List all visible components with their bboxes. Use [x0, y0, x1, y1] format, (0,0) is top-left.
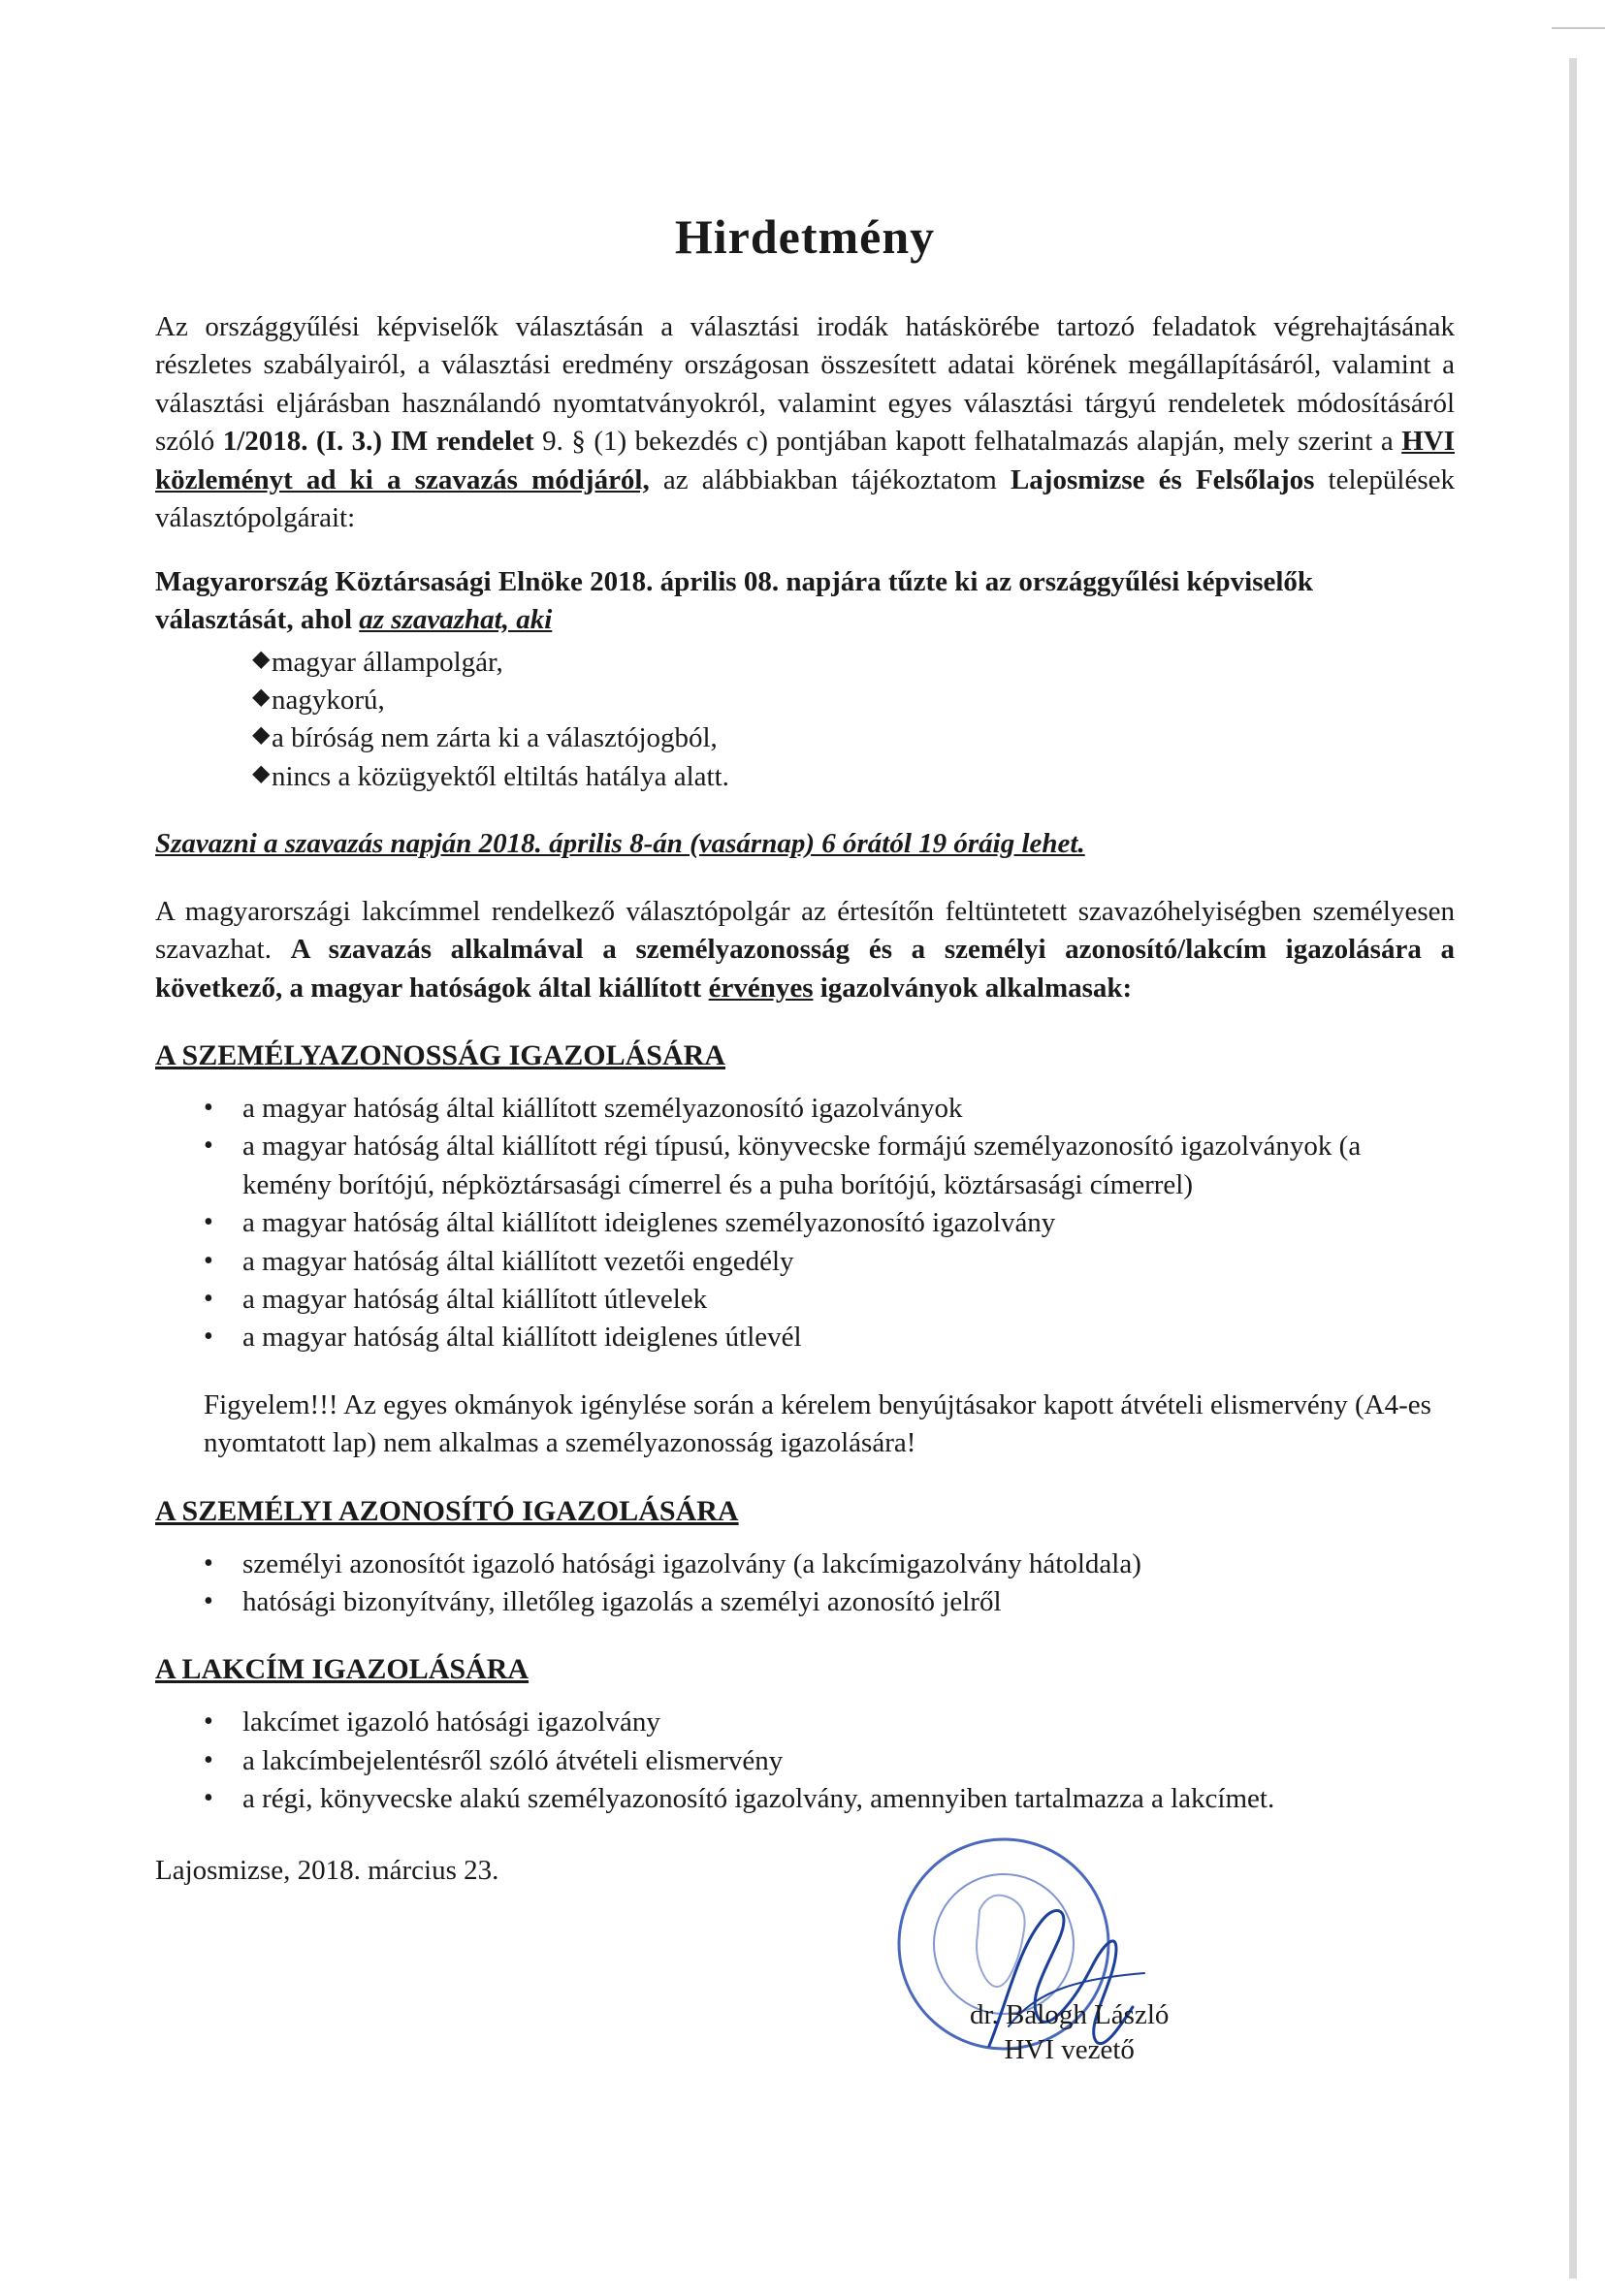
hvi-notice-emphasis: HVI közleményt ad ki a szavazás módjáról, [155, 426, 1456, 495]
scan-mark [1552, 27, 1605, 29]
announcement-text: Magyarország Köztársasági Elnöke 2018. április 08. napjára tűzte ki az országgyűlési képviselők választását, ahol [155, 565, 1314, 636]
bullet-icon: • [204, 1207, 213, 1238]
list-item [155, 1583, 1455, 1621]
id-info-paragraph [155, 893, 1455, 1007]
signer-info [970, 1997, 1169, 2068]
section-heading-identity: A SZEMÉLYAZONOSSÁG IGAZOLÁSÁRA [155, 1039, 725, 1071]
list-item [155, 1281, 1455, 1319]
list-item-text: nagykorú, [272, 684, 385, 716]
bullet-icon: • [204, 1706, 213, 1738]
id-info-text: A magyarországi lakcímmel rendelkező választópolgár az értesítőn feltüntetett szavazóhelyiségben személyesen szavazhat. [155, 895, 1455, 966]
list-item [155, 1128, 1455, 1204]
decree-reference: 1/2018. (I. 3.) IM rendelet [222, 426, 534, 458]
bullet-icon: • [204, 1585, 213, 1616]
document-title: Hirdetmény [674, 209, 936, 264]
bullet-icon: • [204, 1131, 213, 1162]
list-item-text: a magyar hatóság által kiállított útlevelek [242, 1283, 708, 1315]
list-item-text: a magyar hatóság által kiállított ideiglenes útlevél [242, 1322, 802, 1354]
id-info-bold: igazolványok alkalmasak: [813, 972, 1133, 1004]
bullet-icon: • [204, 1744, 213, 1775]
list-item-text: a bíróság nem zárta ki a választójogból, [272, 722, 718, 754]
section-heading-address: A LAKCÍM IGAZOLÁSÁRA [155, 1653, 530, 1686]
list-item-text: a magyar hatóság által kiállított régi típusú, könyvecske formájú személyazonosító igazolványok (a kemény borítójú, népköztársasági címerrel és a puha borítójú, köztársasági címerrel) [242, 1131, 1362, 1200]
list-item-text: személyi azonosítót igazoló hatósági igazolvány (a lakcímigazolvány hátoldala) [242, 1547, 1141, 1579]
list-item [155, 1319, 1455, 1356]
diamond-bullet-icon: ◆ [252, 646, 271, 672]
section-heading-personal-id: A SZEMÉLYI AZONOSÍTÓ IGAZOLÁSÁRA [155, 1494, 739, 1527]
id-info-bold: A szavazás alkalmával a személyazonosság és a személyi azonosító/lakcím igazolására a következő, a magyar hatóságok által kiállított [155, 934, 1456, 1004]
signer-role: HVI vezető [1004, 2033, 1135, 2065]
voting-time [155, 825, 1455, 863]
document-page [155, 194, 1455, 2104]
diamond-bullet-icon: ◆ [252, 722, 271, 749]
signer-name: dr. Balogh László [970, 1998, 1170, 2030]
intro-text: Az országgyűlési képviselők választásán a választási irodák hatáskörébe tartozó feladatok végrehajtásának részletes szabályairól, a választási eredmény országosan összesített adatai körének megállapításáról, valamint a választási eljárásban használandó nyomtatványokról, valamint egyes választási tárgyú rendeletek módosításáról szóló [155, 311, 1455, 458]
list-item-text: a régi, könyvecske alakú személyazonosító igazolvány, amennyiben tartalmazza a lakcímet. [242, 1783, 1275, 1815]
list-item-text: a lakcímbejelentésről szóló átvételi elismervény [242, 1744, 784, 1776]
list-item [155, 1243, 1455, 1281]
list-item-text: lakcímet igazoló hatósági igazolvány [242, 1706, 660, 1738]
list-item-text: nincs a közügyektől eltiltás hatálya alatt. [272, 760, 729, 792]
list-item [155, 1742, 1455, 1780]
list-item [155, 644, 1455, 682]
bullet-icon: • [204, 1547, 213, 1578]
bullet-icon: • [204, 1783, 213, 1814]
bullet-icon: • [204, 1283, 213, 1314]
diamond-bullet-icon: ◆ [252, 760, 271, 786]
list-item-text: a magyar hatóság által kiállított ideiglenes személyazonosító igazolvány [242, 1207, 1056, 1239]
address-documents-list [155, 1704, 1455, 1818]
list-item-text: a magyar hatóság által kiállított személyazonosító igazolványok [242, 1092, 963, 1124]
list-item [155, 1546, 1455, 1583]
list-item [155, 1780, 1455, 1818]
warning-note: Figyelem!!! Az egyes okmányok igénylése során a kérelem benyújtásakor kapott átvételi elismervény (A4-es nyomtatott lap) nem alkalmas a személyazonosság igazolására! [204, 1388, 1431, 1459]
list-item [155, 682, 1455, 719]
list-item-text: a magyar hatóság által kiállított vezetői engedély [242, 1245, 794, 1277]
diamond-bullet-icon: ◆ [252, 684, 271, 710]
intro-text: az alábbiakban tájékoztatom [649, 463, 1011, 495]
settlements: Lajosmizse és Felsőlajos [1010, 463, 1315, 495]
identity-documents-list [155, 1090, 1455, 1357]
valid-emphasis: érvényes [708, 972, 814, 1004]
list-item [155, 1704, 1455, 1741]
personal-id-documents-list [155, 1546, 1455, 1622]
list-item [155, 758, 1455, 796]
list-item [155, 1090, 1455, 1128]
scan-edge [1569, 58, 1577, 2279]
voting-time-text: Szavazni a szavazás napján 2018. április 8-án (vasárnap) 6 órától 19 óráig lehet. [155, 828, 1085, 860]
list-item [155, 1204, 1455, 1242]
announcement-emphasis: az szavazhat, aki [359, 604, 553, 636]
intro-text: 9. § (1) bekezdés c) pontjában kapott felhatalmazás alapján, mely szerint a [533, 426, 1402, 458]
signature-block [155, 1852, 1455, 2104]
eligibility-list [155, 644, 1455, 797]
intro-text: települések választópolgárait: [155, 463, 1455, 534]
intro-paragraph [155, 308, 1455, 538]
bullet-icon: • [204, 1322, 213, 1353]
announcement-paragraph [155, 563, 1455, 640]
bullet-icon: • [204, 1092, 213, 1123]
bullet-icon: • [204, 1245, 213, 1276]
list-item [155, 719, 1455, 757]
place-and-date: Lajosmizse, 2018. március 23. [155, 1854, 499, 1886]
list-item-text: hatósági bizonyítvány, illetőleg igazolás a személyi azonosító jelről [242, 1585, 1002, 1617]
list-item-text: magyar állampolgár, [272, 646, 503, 678]
